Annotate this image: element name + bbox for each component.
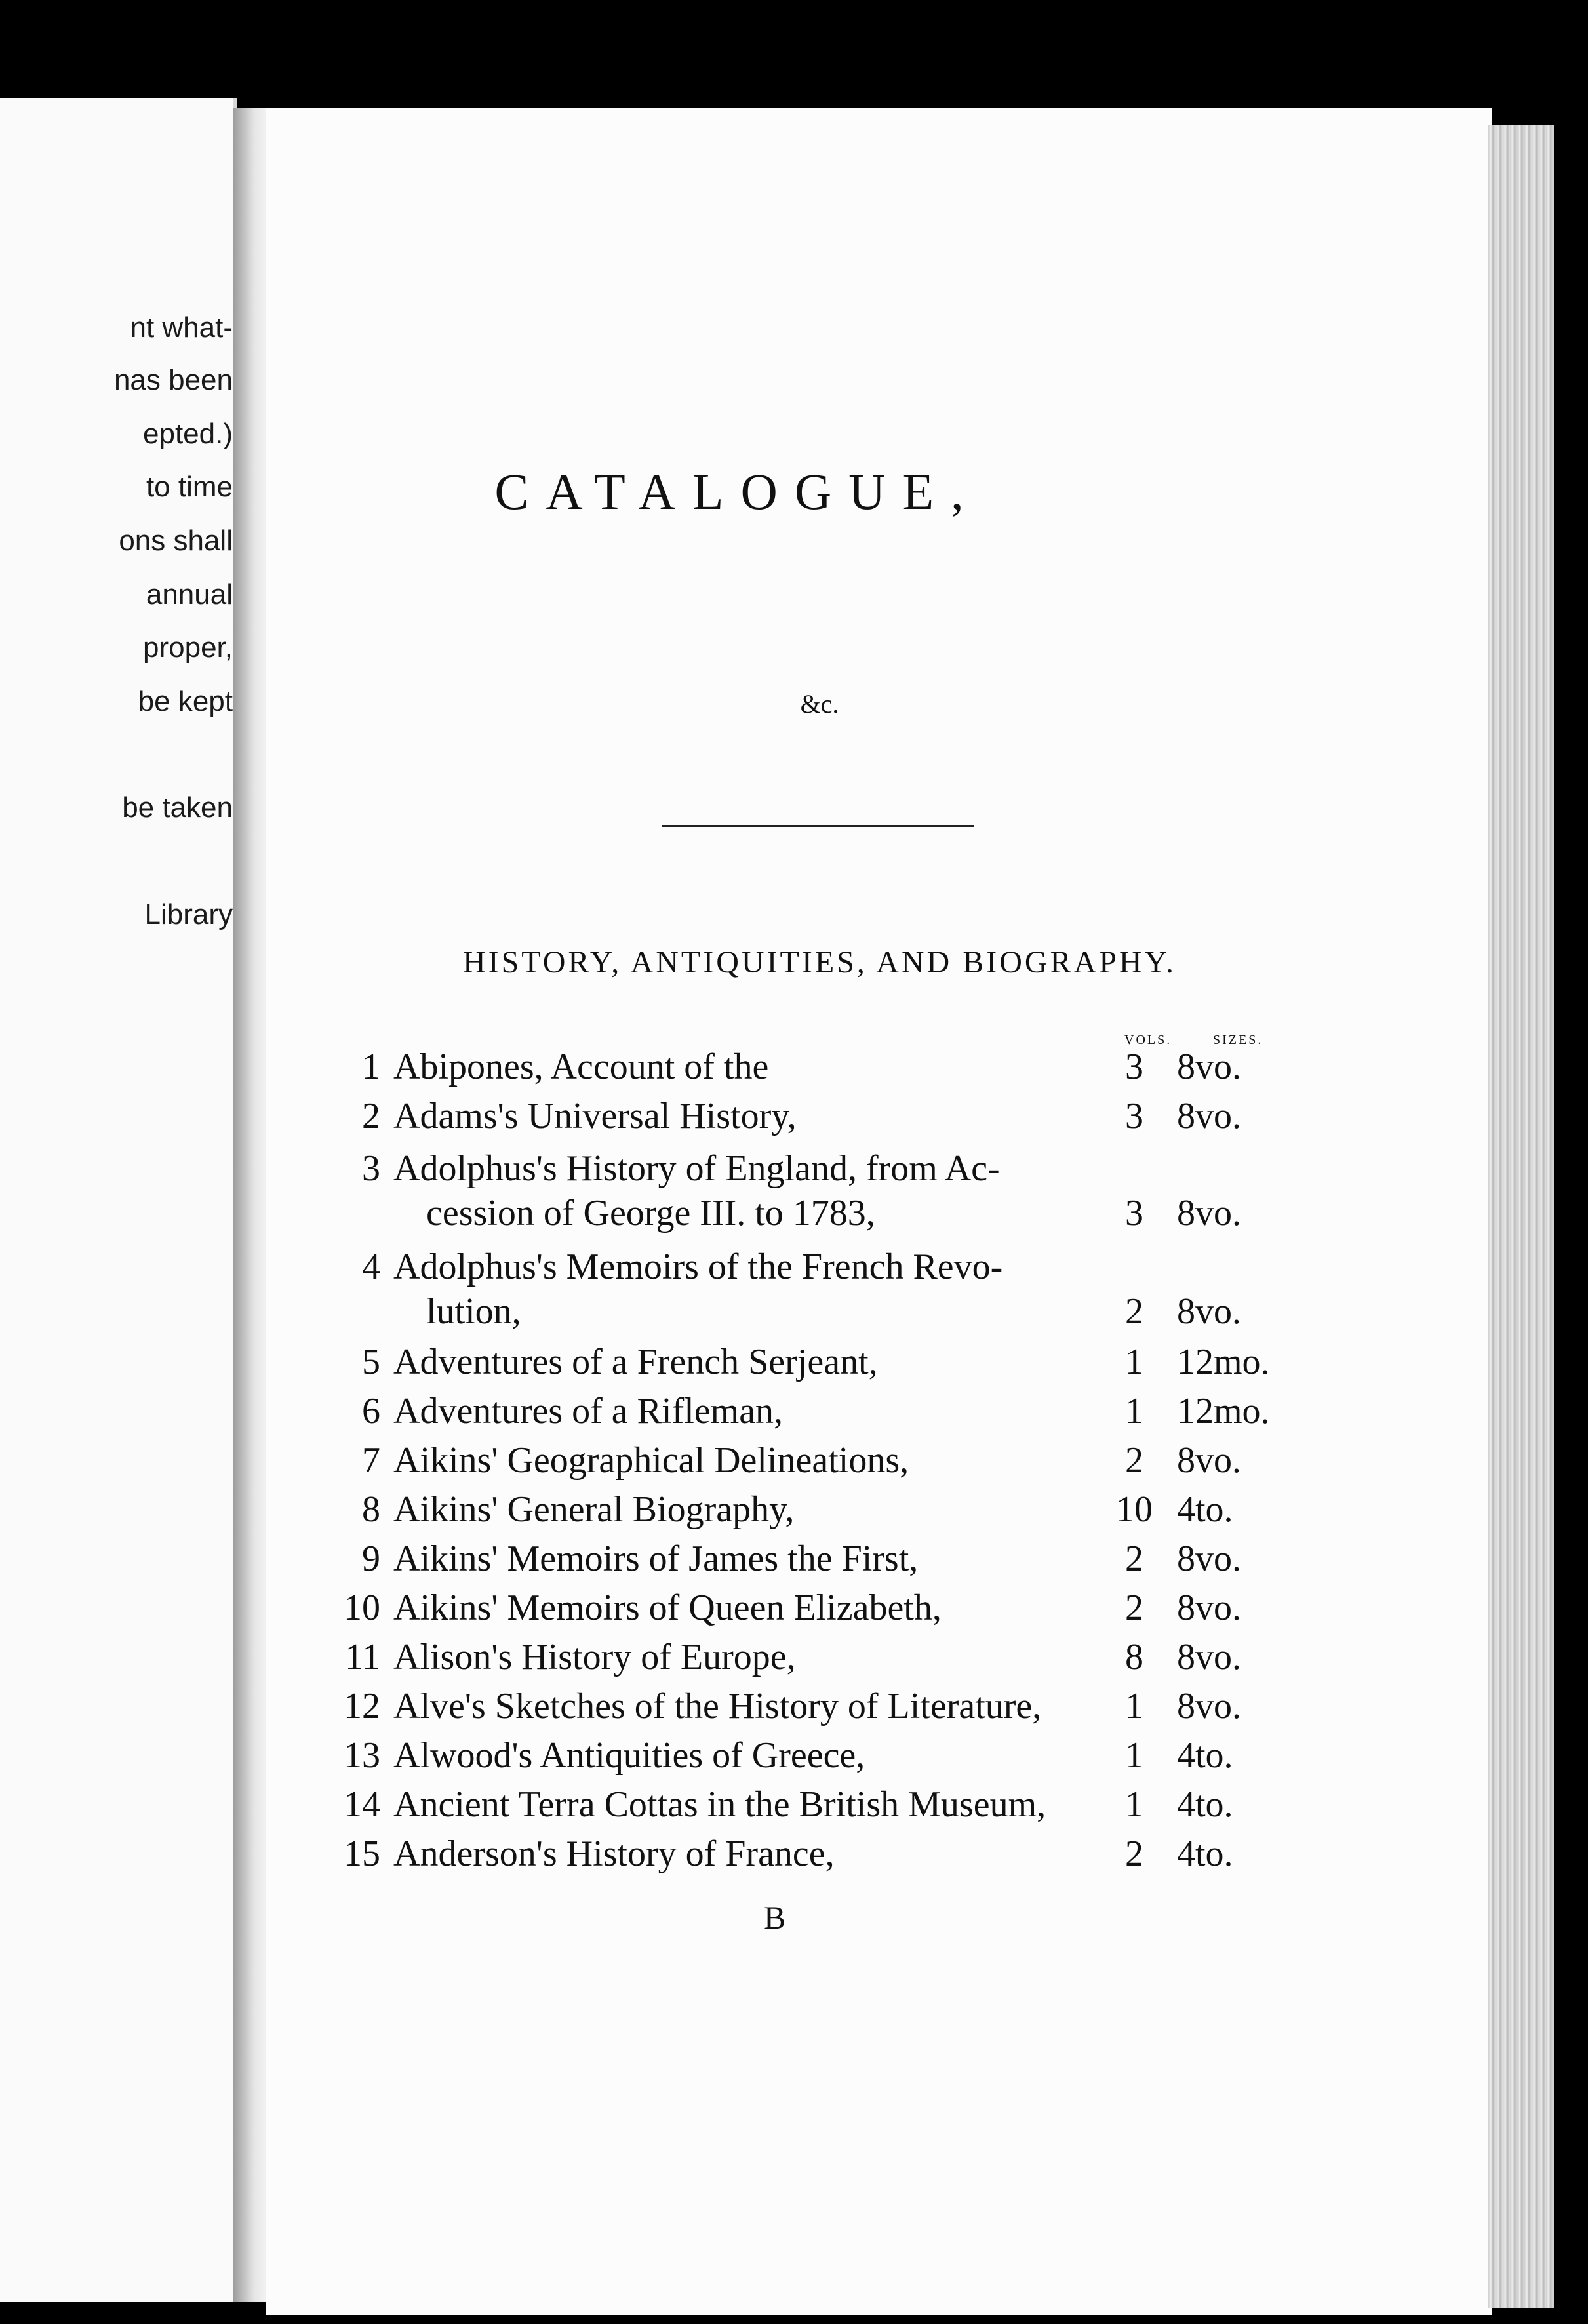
- left-page-fragment: proper,: [143, 631, 233, 664]
- entry-title: Adolphus's Memoirs of the French Revo-: [393, 1247, 1003, 1287]
- entry-size: 12mo.: [1177, 1391, 1270, 1432]
- entry-title: Ancient Terra Cottas in the British Museum,: [393, 1784, 1046, 1825]
- entry-number: 10: [344, 1588, 380, 1628]
- entry-title: Aikins' Memoirs of James the First,: [393, 1538, 919, 1579]
- entry-volumes: 3: [1125, 1047, 1143, 1087]
- entry-volumes: 2: [1125, 1538, 1143, 1579]
- left-page-fragment: nt what-: [130, 311, 233, 344]
- entry-size: 4to.: [1177, 1489, 1233, 1530]
- entry-number: 2: [362, 1096, 380, 1136]
- entry-volumes: 3: [1125, 1096, 1143, 1136]
- entry-size: 8vo.: [1177, 1291, 1241, 1332]
- entry-number: 9: [362, 1538, 380, 1579]
- catalogue-entry: [0, 1390, 1377, 1443]
- entry-number: 8: [362, 1489, 380, 1530]
- entry-number: 13: [344, 1735, 380, 1776]
- entry-size: 4to.: [1177, 1833, 1233, 1874]
- entry-volumes: 2: [1125, 1588, 1143, 1628]
- entry-title: Aikins' General Biography,: [393, 1489, 795, 1530]
- catalogue-entry: [0, 1148, 1377, 1233]
- entry-volumes: 1: [1125, 1342, 1143, 1382]
- entry-size: 8vo.: [1177, 1686, 1241, 1727]
- entry-volumes: 1: [1125, 1784, 1143, 1825]
- entry-title-continuation: cession of George III. to 1783,: [426, 1193, 875, 1233]
- entry-title: Adventures of a Rifleman,: [393, 1391, 784, 1432]
- entry-volumes: 1: [1125, 1391, 1143, 1432]
- left-page-fragment: ons shall: [119, 525, 233, 557]
- entry-size: 8vo.: [1177, 1588, 1241, 1628]
- entry-number: 3: [362, 1148, 380, 1189]
- entry-number: 1: [362, 1047, 380, 1087]
- catalogue-entry: [0, 1636, 1377, 1689]
- left-page: [0, 98, 237, 2302]
- catalogue-entry: [0, 1095, 1377, 1148]
- entry-size: 8vo.: [1177, 1193, 1241, 1233]
- catalogue-entry: [0, 1046, 1377, 1098]
- entry-volumes: 3: [1125, 1193, 1143, 1233]
- entry-title: Alwood's Antiquities of Greece,: [393, 1735, 865, 1776]
- entry-size: 4to.: [1177, 1735, 1233, 1776]
- entry-title: Aikins' Geographical Delineations,: [393, 1440, 909, 1481]
- entry-size: 4to.: [1177, 1784, 1233, 1825]
- entry-size: 8vo.: [1177, 1538, 1241, 1579]
- entry-size: 8vo.: [1177, 1047, 1241, 1087]
- entry-number: 14: [344, 1784, 380, 1825]
- catalogue-entry: [0, 1246, 1377, 1332]
- entry-title: Adventures of a French Serjeant,: [393, 1342, 878, 1382]
- catalogue-entry: [0, 1784, 1377, 1836]
- entry-number: 6: [362, 1391, 380, 1432]
- section-heading: HISTORY, ANTIQUITIES, AND BIOGRAPHY.: [462, 945, 1177, 980]
- entry-size: 8vo.: [1177, 1440, 1241, 1481]
- entry-title: Alve's Sketches of the History of Literature,: [393, 1686, 1042, 1727]
- entry-volumes: 8: [1125, 1637, 1143, 1677]
- entry-number: 12: [344, 1686, 380, 1727]
- entry-title: Alison's History of Europe,: [393, 1637, 796, 1677]
- left-page-fragment: annual: [146, 578, 233, 611]
- entry-size: 8vo.: [1177, 1096, 1241, 1136]
- entry-number: 5: [362, 1342, 380, 1382]
- catalogue-entry: [0, 1734, 1377, 1787]
- entry-size: 8vo.: [1177, 1637, 1241, 1677]
- entry-title: Abipones, Account of the: [393, 1047, 769, 1087]
- entry-number: 7: [362, 1440, 380, 1481]
- entry-title: Adolphus's History of England, from Ac-: [393, 1148, 1000, 1189]
- page-edges: [1488, 125, 1554, 2308]
- entry-volumes: 2: [1125, 1833, 1143, 1874]
- catalogue-entry: [0, 1439, 1377, 1492]
- left-page-fragment: epted.): [143, 418, 233, 450]
- catalogue-title: CATALOGUE,: [494, 463, 981, 520]
- catalogue-entry: [0, 1489, 1377, 1541]
- column-header-vols: VOLS.: [1124, 1033, 1172, 1047]
- entry-number: 15: [344, 1833, 380, 1874]
- entry-number: 4: [362, 1247, 380, 1287]
- entry-volumes: 1: [1125, 1686, 1143, 1727]
- left-page-fragment: be taken: [122, 791, 233, 824]
- left-page-fragment: Library: [144, 898, 233, 931]
- catalogue-entry: [0, 1587, 1377, 1639]
- entry-title: Aikins' Memoirs of Queen Elizabeth,: [393, 1588, 942, 1628]
- entry-volumes: 1: [1125, 1735, 1143, 1776]
- entry-title: Adams's Universal History,: [393, 1096, 797, 1136]
- catalogue-entry: [0, 1685, 1377, 1738]
- left-page-fragment: to time: [146, 471, 233, 503]
- left-page-fragment: be kept: [138, 685, 233, 717]
- title-rule: [662, 825, 974, 827]
- signature-mark: B: [764, 1899, 786, 1936]
- catalogue-entry: [0, 1341, 1377, 1393]
- entry-volumes: 10: [1116, 1489, 1153, 1530]
- entry-title-continuation: lution,: [426, 1291, 521, 1332]
- book-gutter: [233, 108, 269, 2302]
- entry-title: Anderson's History of France,: [393, 1833, 835, 1874]
- catalogue-entry: [0, 1833, 1377, 1885]
- entry-size: 12mo.: [1177, 1342, 1270, 1382]
- column-header-sizes: SIZES.: [1213, 1033, 1263, 1047]
- catalogue-subtitle: &c.: [800, 689, 839, 719]
- entry-volumes: 2: [1125, 1291, 1143, 1332]
- entry-volumes: 2: [1125, 1440, 1143, 1481]
- catalogue-entry: [0, 1538, 1377, 1590]
- entry-number: 11: [345, 1637, 380, 1677]
- left-page-fragment: nas been: [113, 364, 233, 396]
